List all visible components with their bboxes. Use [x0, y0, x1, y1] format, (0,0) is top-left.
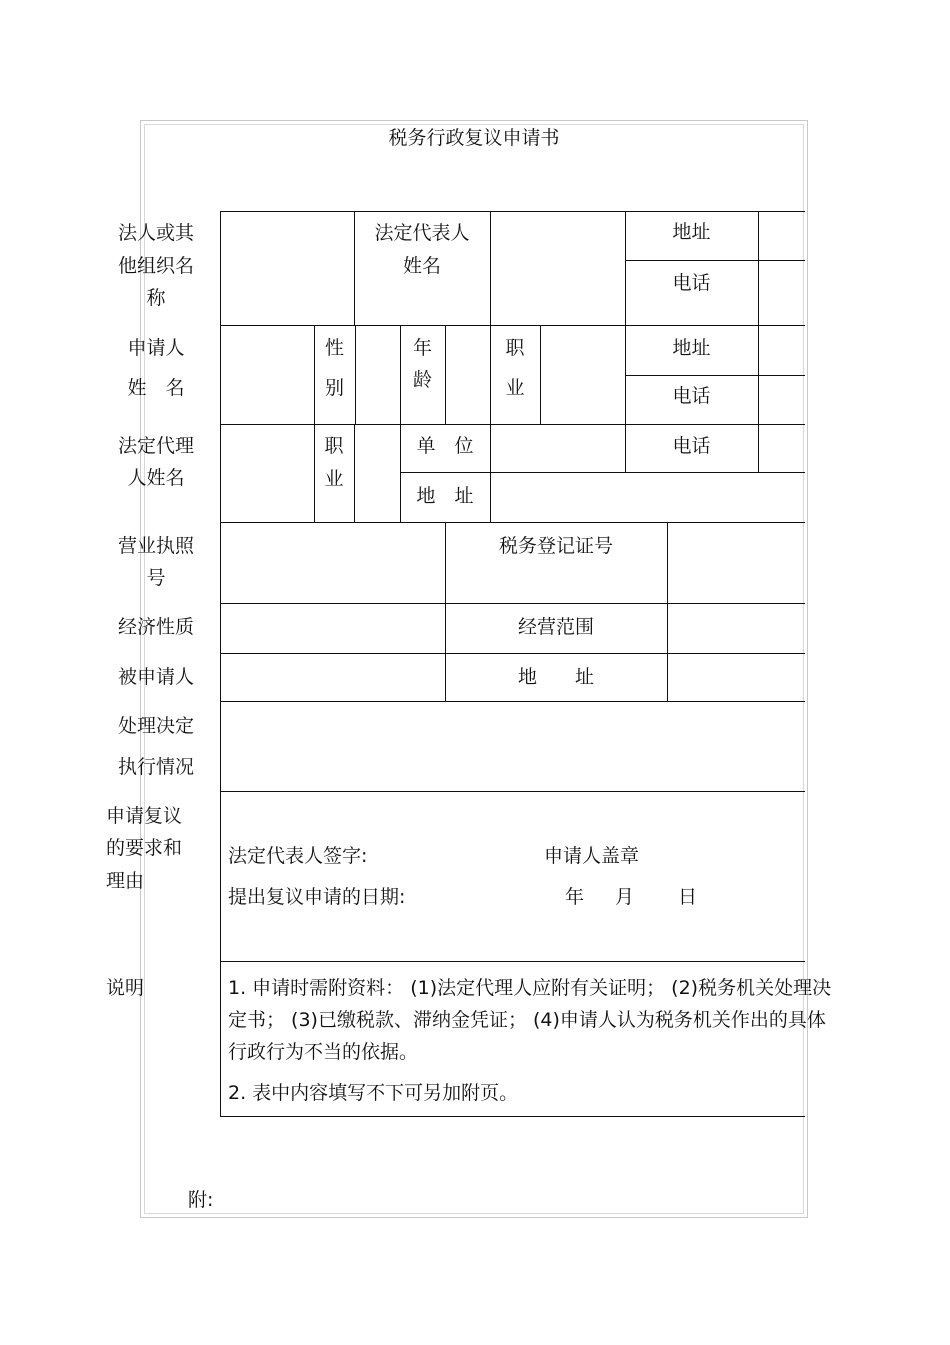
- age-label-1: 年: [412, 337, 432, 359]
- agent-job-label-1: 职: [324, 435, 344, 457]
- row-divider: [400, 472, 805, 473]
- business-license-label-2: 号: [146, 567, 166, 589]
- request-reason-label-1: 申请复议: [106, 805, 183, 827]
- row-divider: [625, 260, 805, 261]
- column-divider: [490, 211, 491, 325]
- row-divider: [220, 211, 805, 212]
- job-label-2: 业: [505, 377, 525, 399]
- respondent-label: 被申请人: [117, 666, 194, 688]
- attachment-label: 附:: [188, 1189, 214, 1211]
- tax-registration-label: 税务登记证号: [498, 535, 613, 557]
- request-reason-label-2: 的要求和: [106, 837, 183, 859]
- column-divider: [667, 522, 668, 701]
- legal-rep-label-2: 姓名: [402, 255, 441, 277]
- notes-item-2: 2. 表中内容填写不下可另加附页。: [228, 1082, 519, 1104]
- job-label-1: 职: [505, 337, 525, 359]
- gender-label-1: 性: [324, 337, 344, 359]
- notes-label: 说明: [106, 977, 145, 999]
- notes-item-1: 1. 申请时需附资料： (1)法定代理人应附有关证明； (2)税务机关处理决定书； (3)已缴税款、滞纳金凭证； (4)申请人认为税务机关作出的具体行政行为不当的依据。: [228, 977, 832, 1063]
- business-license-label-1: 营业执照: [117, 535, 194, 557]
- org-name-label-2: 他组织名: [117, 255, 194, 277]
- agent-name-label-1: 法定代理: [117, 435, 194, 457]
- legal-rep-label-1: 法定代表人: [374, 222, 470, 244]
- org-address-label: 地址: [672, 221, 711, 243]
- row-divider: [220, 701, 805, 702]
- column-divider: [220, 211, 221, 1116]
- applicant-phone-label: 电话: [672, 385, 711, 407]
- column-divider: [354, 424, 355, 522]
- org-phone-label: 电话: [672, 272, 711, 294]
- column-divider: [540, 325, 541, 424]
- agent-name-label-2: 人姓名: [127, 467, 185, 489]
- respondent-address-label: 地 址: [517, 666, 594, 688]
- column-divider: [355, 325, 356, 424]
- date-day-label: 日: [678, 886, 698, 908]
- row-divider: [220, 603, 805, 604]
- applicant-name-label-1: 申请人: [127, 337, 185, 359]
- agent-address-label: 地 址: [416, 485, 474, 507]
- column-divider: [758, 211, 759, 473]
- applicant-name-label-2: 姓 名: [127, 377, 185, 399]
- row-divider: [220, 1116, 805, 1117]
- application-date-label: 提出复议申请的日期:: [228, 886, 406, 908]
- agent-job-label-2: 业: [324, 468, 344, 490]
- row-divider: [220, 522, 805, 523]
- agent-phone-label: 电话: [672, 435, 711, 457]
- row-divider: [220, 653, 805, 654]
- row-divider: [220, 791, 805, 792]
- form-title: 税务行政复议申请书: [388, 127, 560, 149]
- agent-unit-label: 单 位: [416, 435, 474, 457]
- applicant-seal-label: 申请人盖章: [544, 845, 640, 867]
- org-name-label-3: 称: [146, 287, 166, 309]
- execution-status-label-2: 执行情况: [117, 756, 194, 778]
- age-label-2: 龄: [412, 369, 432, 391]
- row-divider: [220, 961, 805, 962]
- org-name-label-1: 法人或其: [117, 222, 194, 244]
- execution-status-label-1: 处理决定: [117, 715, 194, 737]
- date-month-label: 月: [615, 886, 635, 908]
- applicant-address-label: 地址: [672, 337, 711, 359]
- legal-rep-signature-label: 法定代表人签字:: [228, 845, 368, 867]
- request-reason-label-3: 理由: [106, 870, 145, 892]
- row-divider: [625, 375, 805, 376]
- date-year-label: 年: [565, 886, 585, 908]
- economic-nature-label: 经济性质: [117, 616, 194, 638]
- business-scope-label: 经营范围: [517, 616, 594, 638]
- gender-label-2: 别: [324, 377, 344, 399]
- row-divider: [220, 325, 805, 326]
- column-divider: [445, 325, 446, 424]
- row-divider: [220, 424, 805, 425]
